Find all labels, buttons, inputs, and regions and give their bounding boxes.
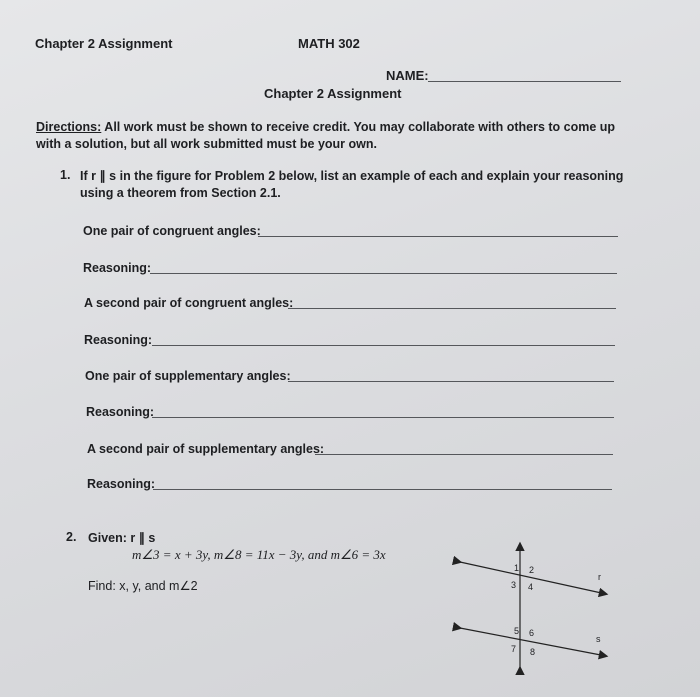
angle-label-3: 3 — [511, 580, 517, 590]
parallel-lines-figure — [450, 538, 620, 678]
line-r-label: r — [598, 572, 601, 582]
directions-line-2: with a solution, but all work submitted must be your own. — [36, 137, 377, 151]
angle-label-8: 8 — [530, 647, 536, 657]
directions-text-1: All work must be shown to receive credit. You may collaborate with others to come up — [101, 120, 616, 134]
page-title: Chapter 2 Assignment — [264, 86, 402, 101]
answer-line-reasoning-4[interactable] — [153, 489, 612, 490]
prompt-congruent-1: One pair of congruent angles: — [83, 224, 261, 238]
line-s-label: s — [596, 634, 601, 644]
prompt-reasoning-1: Reasoning: — [83, 261, 152, 275]
problem-2-number: 2. — [66, 530, 77, 544]
header-chapter-title: Chapter 2 Assignment — [35, 36, 173, 51]
angle-label-5: 5 — [514, 626, 520, 636]
answer-line-reasoning-2[interactable] — [152, 345, 615, 346]
answer-line-congruent-2[interactable] — [288, 308, 616, 309]
problem-1-text-1: If r ∥ s in the figure for Problem 2 below, list an example of each and explain your reasoning — [80, 169, 624, 183]
problem-1-number: 1. — [60, 168, 71, 182]
angle-label-7: 7 — [511, 644, 517, 654]
header-course: MATH 302 — [298, 36, 360, 51]
prompt-supplementary-2: A second pair of supplementary angles: — [87, 442, 325, 456]
answer-line-reasoning-1[interactable] — [150, 273, 617, 274]
prompt-supplementary-1: One pair of supplementary angles: — [85, 369, 291, 383]
prompt-reasoning-4: Reasoning: — [87, 477, 156, 491]
directions-label: Directions: — [36, 120, 102, 134]
problem-2-find: Find: x, y, and m∠2 — [88, 579, 198, 593]
problem-2-given: Given: r ∥ s — [88, 531, 156, 545]
angle-label-6: 6 — [529, 628, 535, 638]
answer-line-reasoning-3[interactable] — [152, 417, 614, 418]
problem-1-text-2: using a theorem from Section 2.1. — [80, 186, 281, 200]
prompt-reasoning-3: Reasoning: — [86, 405, 155, 419]
angle-label-1: 1 — [514, 563, 520, 573]
name-label: NAME: — [386, 68, 429, 83]
problem-2-equation: m∠3 = x + 3y, m∠8 = 11x − 3y, and m∠6 = 3x — [132, 547, 386, 562]
name-blank-line[interactable] — [428, 81, 621, 82]
directions-line-1 — [36, 120, 615, 134]
prompt-congruent-2: A second pair of congruent angles: — [84, 296, 294, 310]
answer-line-supplementary-2[interactable] — [315, 454, 613, 455]
prompt-reasoning-2: Reasoning: — [84, 333, 153, 347]
answer-line-supplementary-1[interactable] — [288, 381, 614, 382]
angle-label-4: 4 — [528, 582, 534, 592]
angle-label-2: 2 — [529, 565, 535, 575]
answer-line-congruent-1[interactable] — [258, 236, 618, 237]
